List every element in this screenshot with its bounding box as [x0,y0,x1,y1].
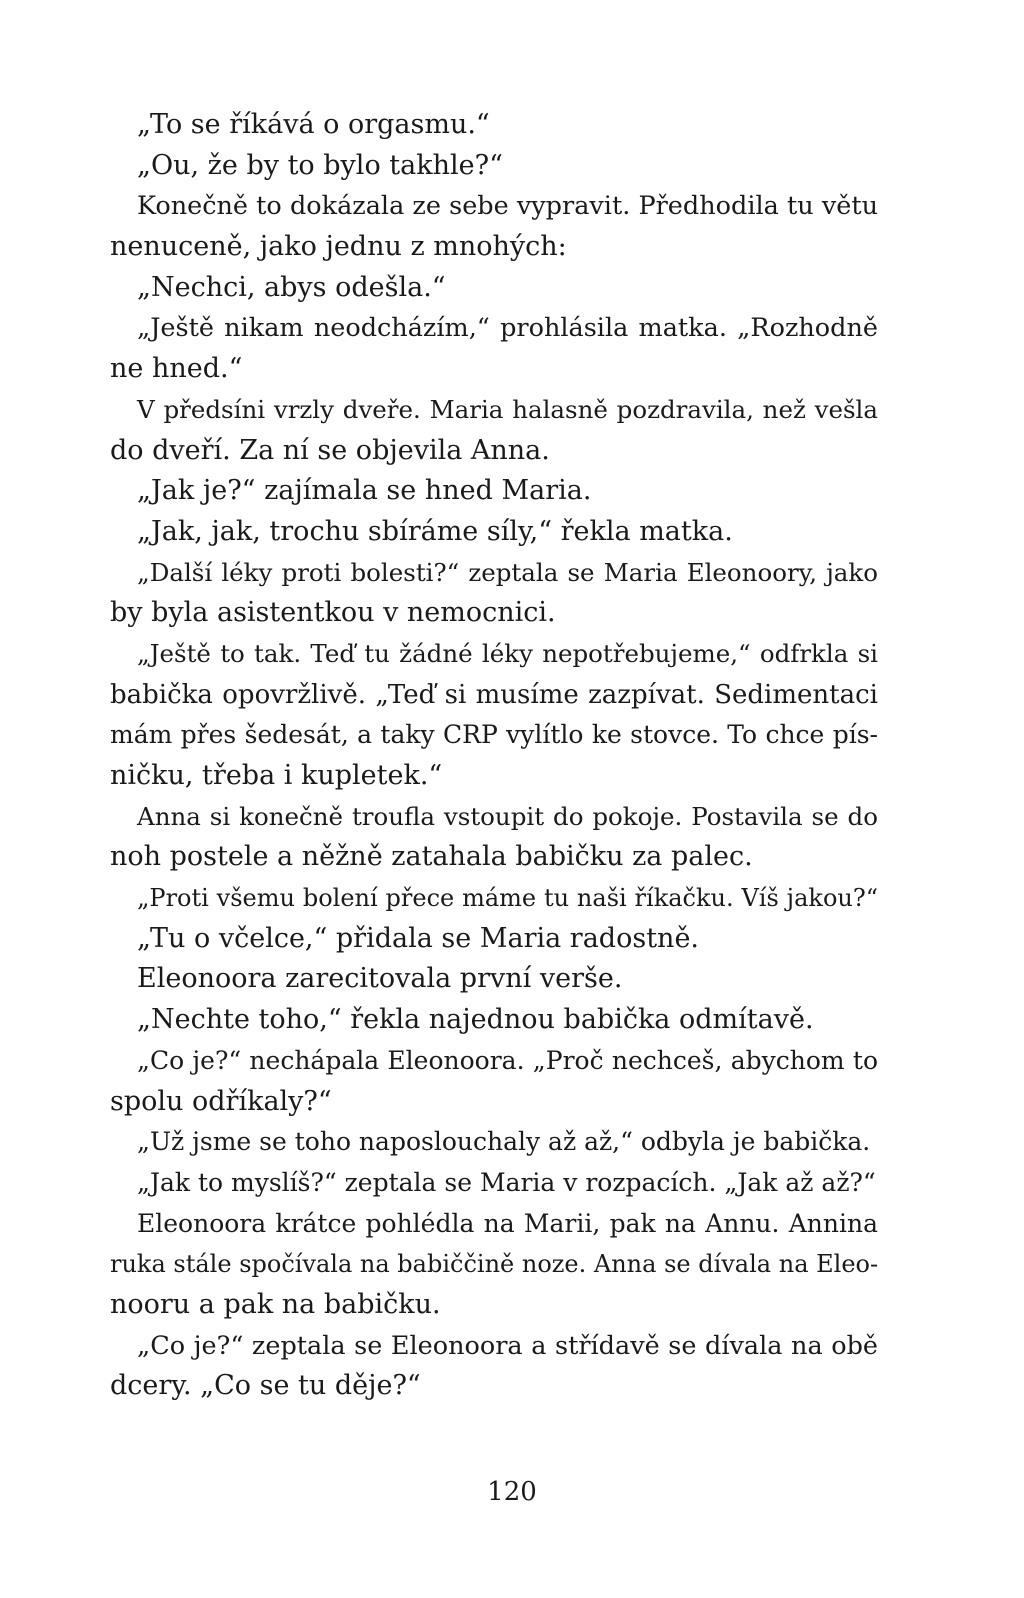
text-line: „Další léky proti bolesti?“ zeptala se Maria Eleonoory, jako [137,557,878,587]
text-line: ničku, třeba i kupletek.“ [110,760,443,791]
page-number: 120 [487,1477,537,1507]
body-text [110,105,878,1407]
text-line: dcery. „Co se tu děje?“ [110,1370,421,1402]
text-line: „Ještě to tak. Teď tu žádné léky nepotřebujeme,“ odfrkla si [137,638,878,668]
text-line: by byla asistentkou v nemocnici. [110,597,556,629]
text-line: „Jak, jak, trochu sbíráme síly,“ řekla matka. [137,515,733,547]
text-line: „Co je?“ zeptala se Eleonoora a střídavě se dívala na obě [137,1330,878,1361]
text-line: mám přes šedesát, a taky CRP vylítlo ke stovce. To chce pís- [110,720,878,750]
text-line: ne hned.“ [110,353,243,385]
text-line: „Nechte toho,“ řekla najednou babička odmítavě. [137,1004,814,1036]
text-line: V předsíni vrzly dveře. Maria halasně pozdravila, než vešla [137,394,878,424]
text-line: „Jak je?“ zajímala se hned Maria. [137,475,592,507]
text-line: „Proti všemu bolení přece máme tu naši říkačku. Víš jakou?“ [137,884,878,913]
text-line: „Jak to myslíš?“ zeptala se Maria v rozpacích. „Jak až až?“ [137,1167,876,1197]
text-line: „Ještě nikam neodcházím,“ prohlásila matka. „Rozhodně [137,313,878,344]
text-line: Konečně to dokázala ze sebe vypravit. Předhodila tu větu [137,191,878,222]
text-line: „Tu o včelce,“ přidala se Maria radostně. [137,922,700,954]
text-line: spolu odříkaly?“ [110,1085,332,1117]
text-line: „Už jsme se toho naposlouchaly až až,“ odbyla je babička. [137,1127,871,1157]
text-line: Eleonoora krátce pohlédla na Marii, pak na Annu. Annina [137,1208,878,1238]
text-line: ruka stále spočívala na babiččině noze. Anna se dívala na Eleo- [110,1250,879,1279]
text-line: babička opovržlivě. „Teď si musíme zazpívat. Sedimentaci [110,679,878,710]
text-line: „Nechci, abys odešla.“ [137,271,446,303]
text-line: „Co je?“ nechápala Eleonoora. „Proč nechceš, abychom to [137,1045,878,1075]
text-line: nooru a pak na babičku. [110,1288,441,1320]
text-line: nenuceně, jako jednu z mnohých: [110,231,567,263]
text-line: noh postele a něžně zatahala babičku za palec. [110,841,753,873]
text-line: do dveří. Za ní se objevila Anna. [110,434,550,466]
text-line: „Ou, že by to bylo takhle?“ [137,149,503,181]
text-line: Anna si konečně troufla vstoupit do pokoje. Postavila se do [137,801,878,831]
text-line: „To se říkává o orgasmu.“ [137,109,490,140]
text-line: Eleonoora zarecitovala první verše. [137,963,623,995]
